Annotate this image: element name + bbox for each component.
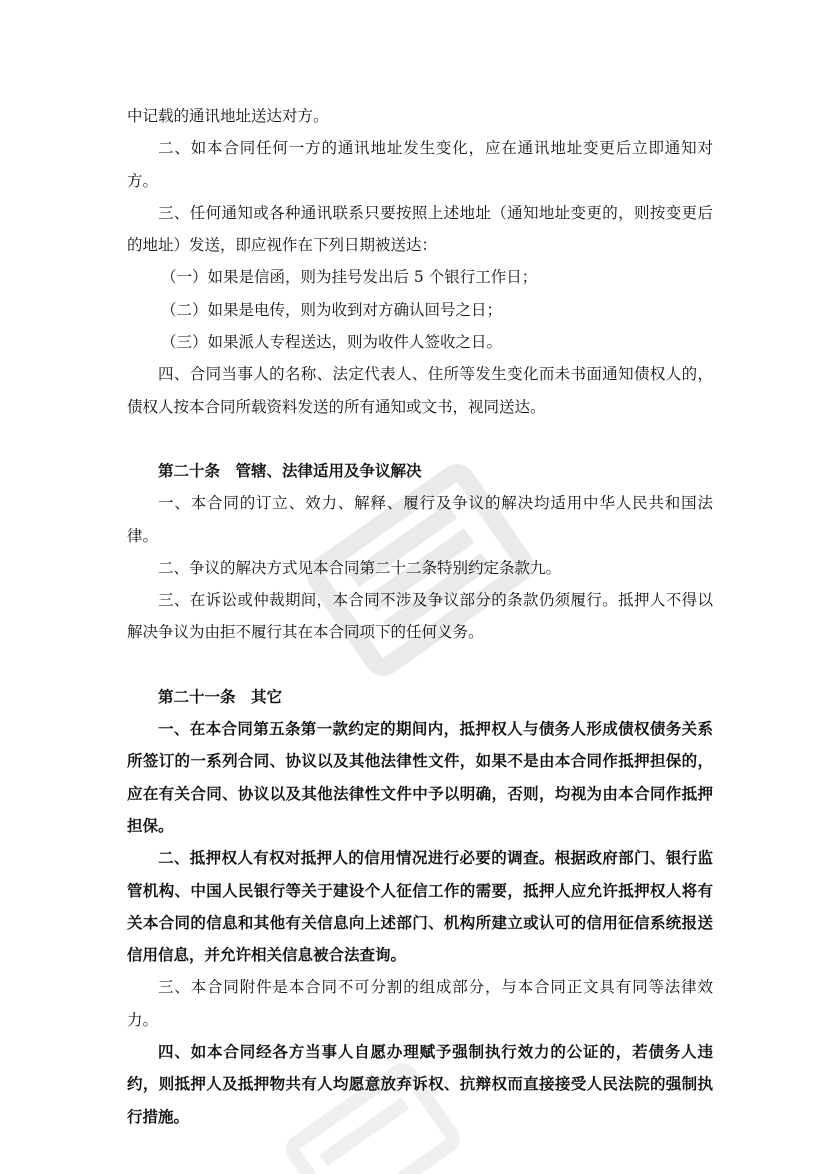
- spacer: [127, 649, 713, 681]
- paragraph: 二、争议的解决方式见本合同第二十二条特别约定条款九。: [158, 558, 562, 577]
- paragraph-bold: 二、抵押权人有权对抵押人的信用情况进行必要的调查。根据政府部门、银行监管机构、中国人民银行等关于建设个人征信工作的需要，抵押人应允许抵押权人将有关本合同的信息和其他有关信息向上述部门、机构所建立或认可的信用征信系统报送信用信息，并允许相关信息被合法查询。: [127, 848, 713, 965]
- article-20-heading: 第二十条 管辖、法律适用及争议解决: [158, 460, 422, 480]
- paragraph: 中记载的通讯地址送达对方。: [127, 107, 329, 125]
- paragraph: 二、如本合同任何一方的通讯地址发生变化，应在通讯地址变更后立即通知对方。: [127, 139, 713, 190]
- list-item: （三）如果派人专程送达，则为收件人签收之日。: [161, 333, 503, 352]
- document-body: [127, 100, 713, 1133]
- paragraph: 四、合同当事人的名称、法定代表人、住所等发生变化而未书面通知债权人的，债权人按本合同所载资料发送的所有通知或文书，视同送达。: [127, 365, 713, 416]
- paragraph: 三、本合同附件是本合同不可分割的组成部分，与本合同正文具有同等法律效力。: [127, 978, 713, 1029]
- paragraph: 一、本合同的订立、效力、解释、履行及争议的解决均适用中华人民共和国法律。: [127, 494, 713, 545]
- paragraph: 三、任何通知或各种通讯联系只要按照上述地址（通知地址变更的，则按变更后的地址）发送，即应视作在下列日期被送达：: [127, 203, 713, 255]
- paragraph-bold: 一、在本合同第五条第一款约定的期间内，抵押权人与债务人形成债权债务关系所签订的一系列合同、协议以及其他法律性文件，如果不是由本合同作抵押担保的，应在有关合同、协议以及其他法律性文件中予以明确，否则，均视为由本合同作抵押担保。: [127, 719, 713, 835]
- paragraph-bold: 四、如本合同经各方当事人自愿办理赋予强制执行效力的公证的，若债务人违约，则抵押人及抵押物共有人均愿意放弃诉权、抗辩权而直接接受人民法院的强制执行措施。: [127, 1042, 713, 1126]
- article-21-heading: 第二十一条 其它: [158, 686, 283, 706]
- paragraph: 三、在诉讼或仲裁期间，本合同不涉及争议部分的条款仍须履行。抵押人不得以解决争议为由拒不履行其在本合同项下的任何义务。: [127, 591, 713, 642]
- list-item: （二）如果是电传，则为收到对方确认回号之日；: [161, 300, 503, 319]
- spacer: [127, 423, 713, 455]
- list-item: （一）如果是信函，则为挂号发出后 5 个银行工作日；: [161, 268, 538, 287]
